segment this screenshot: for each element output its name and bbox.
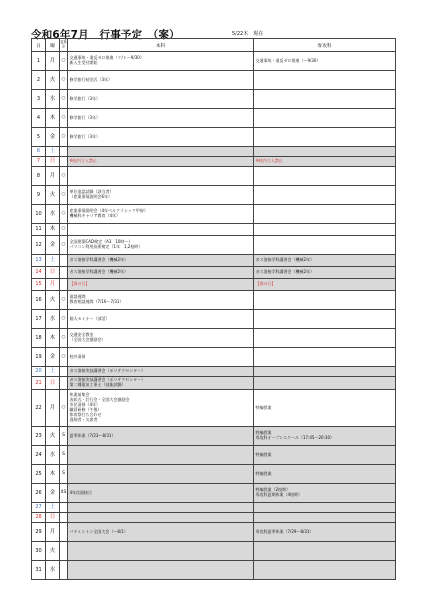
main-course-events: [68, 348, 254, 367]
as-of-date: 5/22木 現在: [232, 31, 264, 37]
day-number: 14: [32, 267, 46, 279]
day-row: [32, 52, 396, 71]
weekday: 日: [46, 377, 60, 390]
advanced-course-events: [254, 236, 396, 255]
weekday: 水: [46, 310, 60, 329]
day-row: [32, 503, 396, 513]
table-header-row: [32, 39, 396, 52]
main-course-events: [68, 267, 254, 279]
day-number: 4: [32, 109, 46, 128]
day-number: 20: [32, 367, 46, 377]
weekday: 火: [46, 186, 60, 205]
main-course-events: [68, 90, 254, 109]
committee-mark: [60, 157, 68, 167]
day-row: [32, 446, 396, 465]
weekday: 水: [46, 561, 60, 580]
event-text: 修学旅行（3年）: [69, 114, 101, 120]
advanced-course-events: [254, 367, 396, 377]
advanced-course-events: [254, 128, 396, 147]
weekday: 土: [46, 503, 60, 513]
committee-mark: ○: [60, 109, 68, 128]
committee-mark: [60, 503, 68, 513]
event-text: ガス溶接実技講習会（ポリテクセンター）: [69, 368, 146, 374]
day-number: 16: [32, 291, 46, 310]
committee-mark: [60, 377, 68, 390]
main-course-events: [68, 255, 254, 267]
header-committee: 委員会: [60, 39, 68, 52]
weekday: 木: [46, 465, 60, 484]
day-number: 29: [32, 523, 46, 542]
main-course-events: [68, 329, 254, 348]
event-text: 修学旅行結団式（3年）: [69, 76, 113, 82]
day-row: [32, 205, 396, 224]
day-number: 26: [32, 484, 46, 503]
event-text: バドミントン全国大会（～8/1）: [69, 528, 128, 534]
weekday: 火: [46, 71, 60, 90]
event-text: 市民清掃（4年）: [69, 402, 101, 408]
committee-mark: ○: [60, 310, 68, 329]
day-number: 25: [32, 465, 46, 484]
day-row: [32, 513, 396, 523]
day-number: 17: [32, 310, 46, 329]
advanced-course-events: [254, 523, 396, 542]
advanced-course-events: [254, 71, 396, 90]
event-text: 専攻科夏季休業（7/29～8/31）: [255, 528, 314, 534]
event-text: 職員研修（午後）: [69, 407, 102, 412]
weekday: 月: [46, 279, 60, 291]
header-day: 日: [32, 39, 46, 52]
header-advanced-course: 専攻科: [254, 39, 396, 52]
event-text: 体育祭打ち合わせ: [69, 411, 102, 417]
advanced-course-events: [254, 310, 396, 329]
weekday: 金: [46, 128, 60, 147]
event-text: ※校内立入禁止: [69, 158, 97, 164]
main-course-events: [68, 224, 254, 236]
weekday: 月: [46, 167, 60, 186]
main-course-events: [68, 147, 254, 157]
day-number: 9: [32, 186, 46, 205]
advanced-course-events: [254, 377, 396, 390]
advanced-course-events: [254, 446, 396, 465]
advanced-course-events: [254, 90, 396, 109]
main-course-events: [68, 186, 254, 205]
weekday: 月: [46, 523, 60, 542]
event-text: 特編授業: [255, 451, 272, 457]
day-row: [32, 147, 396, 157]
day-number: 31: [32, 561, 46, 580]
event-text: 4年次面接日: [69, 489, 93, 495]
event-text: 特編授業（2校時）: [255, 487, 291, 493]
weekday: 金: [46, 348, 60, 367]
weekday: 土: [46, 367, 60, 377]
event-text: 校外清掃: [69, 353, 86, 359]
day-number: 30: [32, 542, 46, 561]
advanced-course-events: [254, 348, 396, 367]
committee-mark: [60, 542, 68, 561]
event-text: ガス溶接学科講習会（機械2年）: [255, 269, 315, 275]
day-row: [32, 329, 396, 348]
event-text: ガス溶接学科講習会（機械2年）: [255, 257, 315, 263]
day-number: 19: [32, 348, 46, 367]
day-number: 27: [32, 503, 46, 513]
main-course-events: [68, 367, 254, 377]
day-number: 28: [32, 513, 46, 523]
weekday: 水: [46, 446, 60, 465]
day-row: [32, 561, 396, 580]
weekday: 火: [46, 427, 60, 446]
main-course-events: [68, 561, 254, 580]
weekday: 日: [46, 513, 60, 523]
event-text: 専攻科夏期休業（4校時）: [255, 492, 303, 497]
advanced-course-events: [254, 291, 396, 310]
advanced-course-events: [254, 267, 396, 279]
main-course-events: [68, 390, 254, 427]
event-text: 交通事故・違反ゼロ推進（７/１～9/30）: [69, 55, 144, 61]
header-weekday: 曜: [46, 39, 60, 52]
day-number: 1: [32, 52, 46, 71]
weekday: 火: [46, 542, 60, 561]
committee-mark: [60, 513, 68, 523]
day-row: [32, 367, 396, 377]
day-row: [32, 348, 396, 367]
committee-mark: [60, 267, 68, 279]
event-text: 面談週間: [69, 294, 86, 300]
committee-mark: ○: [60, 329, 68, 348]
advanced-course-events: [254, 503, 396, 513]
event-text: 交通事故・違反ゼロ推進（～9/30）: [255, 57, 321, 63]
committee-mark: ○: [60, 224, 68, 236]
event-text: 特編授業: [255, 430, 272, 436]
advanced-course-events: [254, 157, 396, 167]
main-course-events: [68, 484, 254, 503]
committee-mark: ○: [60, 186, 68, 205]
day-number: 18: [32, 329, 46, 348]
weekday: 水: [46, 90, 60, 109]
day-row: [32, 71, 396, 90]
event-text: 休業前集会: [69, 392, 90, 398]
advanced-course-events: [254, 109, 396, 128]
day-row: [32, 157, 396, 167]
main-course-events: [68, 71, 254, 90]
event-text: （産業事情説明会6年）: [69, 194, 113, 199]
main-course-events: [68, 310, 254, 329]
main-course-events: [68, 167, 254, 186]
weekday: 土: [46, 255, 60, 267]
advanced-course-events: [254, 390, 396, 427]
event-text: 機械科キャリア教育（4年）: [69, 213, 121, 218]
event-text: 教育相談週間（7/16～7/31）: [69, 299, 124, 304]
header-main-course: 本科: [68, 39, 254, 52]
committee-mark: ○: [60, 128, 68, 147]
main-course-events: [68, 427, 254, 446]
weekday: 木: [46, 109, 60, 128]
event-text: 産業事情説明会（4年ベルクラシック甲府）: [69, 208, 148, 214]
event-text: 特編授業: [255, 404, 272, 410]
committee-mark: [60, 367, 68, 377]
committee-mark: ○: [60, 90, 68, 109]
event-text: 全国建築CAD検定（A3 10時～）: [69, 239, 133, 245]
advanced-course-events: [254, 513, 396, 523]
advanced-course-events: [254, 147, 396, 157]
main-course-events: [68, 279, 254, 291]
day-row: [32, 279, 396, 291]
day-number: 22: [32, 390, 46, 427]
event-text: 専攻科オープンスクール（17:45～20:30）: [255, 435, 334, 440]
event-text: 個人セミナー（部活）: [69, 315, 110, 321]
event-text: パソコン利用技術検定（1年 1,2校時）: [69, 244, 143, 249]
day-number: 6: [32, 147, 46, 157]
committee-mark: [60, 523, 68, 542]
main-course-events: [68, 205, 254, 224]
committee-mark: ○: [60, 71, 68, 90]
main-course-events: [68, 52, 254, 71]
day-number: 8: [32, 167, 46, 186]
event-text: 修学旅行（3年）: [69, 133, 101, 139]
event-text: 表彰式・壮行会・全国大会激励会: [69, 397, 130, 403]
day-number: 2: [32, 71, 46, 90]
main-course-events: [68, 377, 254, 390]
day-number: 5: [32, 128, 46, 147]
schedule-rows: [32, 52, 396, 580]
advanced-course-events: [254, 542, 396, 561]
day-row: [32, 90, 396, 109]
day-number: 11: [32, 224, 46, 236]
day-row: [32, 465, 396, 484]
weekday: 水: [46, 205, 60, 224]
weekday: 木: [46, 329, 60, 348]
committee-mark: ○: [60, 348, 68, 367]
day-number: 7: [32, 157, 46, 167]
weekday: 金: [46, 484, 60, 503]
event-text: （全国大会激励会）: [69, 337, 106, 342]
day-number: 12: [32, 236, 46, 255]
day-number: 10: [32, 205, 46, 224]
main-course-events: [68, 446, 254, 465]
committee-mark: ○: [60, 390, 68, 427]
main-course-events: [68, 128, 254, 147]
event-text: 夏季休業（7/23～8/31）: [69, 432, 116, 438]
schedule-table: [31, 38, 396, 580]
committee-mark: S: [60, 465, 68, 484]
committee-mark: ○: [60, 236, 68, 255]
event-text: ※校内立入禁止: [255, 158, 283, 164]
event-text: 特編授業: [255, 470, 272, 476]
main-course-events: [68, 513, 254, 523]
day-number: 3: [32, 90, 46, 109]
main-course-events: [68, 542, 254, 561]
event-text: 第二種電気工事士（技能試験）: [69, 382, 126, 387]
advanced-course-events: [254, 224, 396, 236]
committee-mark: 4S: [60, 484, 68, 503]
advanced-course-events: [254, 205, 396, 224]
event-text: 【海の日】: [255, 281, 276, 287]
event-text: 修学旅行（3年）: [69, 95, 101, 101]
main-course-events: [68, 157, 254, 167]
committee-mark: [60, 147, 68, 157]
day-row: [32, 377, 396, 390]
page-title: 令和6年7月 行事予定 （案）: [31, 29, 180, 41]
advanced-course-events: [254, 52, 396, 71]
weekday: 日: [46, 157, 60, 167]
event-text: ガス溶接学科講習会（機械2年）: [69, 269, 129, 275]
day-row: [32, 267, 396, 279]
event-text: 遅刻者・欠席者: [69, 416, 98, 422]
advanced-course-events: [254, 465, 396, 484]
day-row: [32, 186, 396, 205]
day-row: [32, 224, 396, 236]
committee-mark: ○: [60, 52, 68, 71]
event-text: ガス溶接実技講習会（ポリテクセンター）: [69, 377, 146, 383]
day-row: [32, 167, 396, 186]
day-row: [32, 542, 396, 561]
event-text: 交通安全教室: [69, 332, 94, 338]
main-course-events: [68, 465, 254, 484]
main-course-events: [68, 236, 254, 255]
main-course-events: [68, 109, 254, 128]
day-row: [32, 255, 396, 267]
event-text: 単位追認試験（該当者）: [69, 189, 114, 195]
advanced-course-events: [254, 255, 396, 267]
advanced-course-events: [254, 279, 396, 291]
day-row: [32, 310, 396, 329]
day-row: [32, 427, 396, 446]
advanced-course-events: [254, 167, 396, 186]
weekday: 月: [46, 52, 60, 71]
main-course-events: [68, 523, 254, 542]
day-row: [32, 523, 396, 542]
day-row: [32, 128, 396, 147]
committee-mark: S: [60, 427, 68, 446]
day-number: 13: [32, 255, 46, 267]
day-number: 24: [32, 446, 46, 465]
event-text: ガス溶接学科講習会（機械2年）: [69, 257, 129, 263]
committee-mark: [60, 561, 68, 580]
advanced-course-events: [254, 186, 396, 205]
committee-mark: ○: [60, 205, 68, 224]
day-row: [32, 236, 396, 255]
weekday: 日: [46, 267, 60, 279]
day-number: 21: [32, 377, 46, 390]
weekday: 木: [46, 224, 60, 236]
day-row: [32, 291, 396, 310]
day-row: [32, 484, 396, 503]
event-text: 【海の日】: [69, 281, 90, 287]
main-course-events: [68, 291, 254, 310]
weekday: 金: [46, 236, 60, 255]
advanced-course-events: [254, 484, 396, 503]
advanced-course-events: [254, 329, 396, 348]
day-number: 15: [32, 279, 46, 291]
committee-mark: S: [60, 446, 68, 465]
advanced-course-events: [254, 427, 396, 446]
weekday: 月: [46, 390, 60, 427]
committee-mark: ○: [60, 167, 68, 186]
day-row: [32, 109, 396, 128]
event-text: 新入生受付開始: [69, 60, 98, 65]
day-row: [32, 390, 396, 427]
weekday: 土: [46, 147, 60, 157]
committee-mark: [60, 255, 68, 267]
main-course-events: [68, 503, 254, 513]
day-number: 23: [32, 427, 46, 446]
committee-mark: ○: [60, 291, 68, 310]
advanced-course-events: [254, 561, 396, 580]
committee-mark: [60, 279, 68, 291]
weekday: 火: [46, 291, 60, 310]
